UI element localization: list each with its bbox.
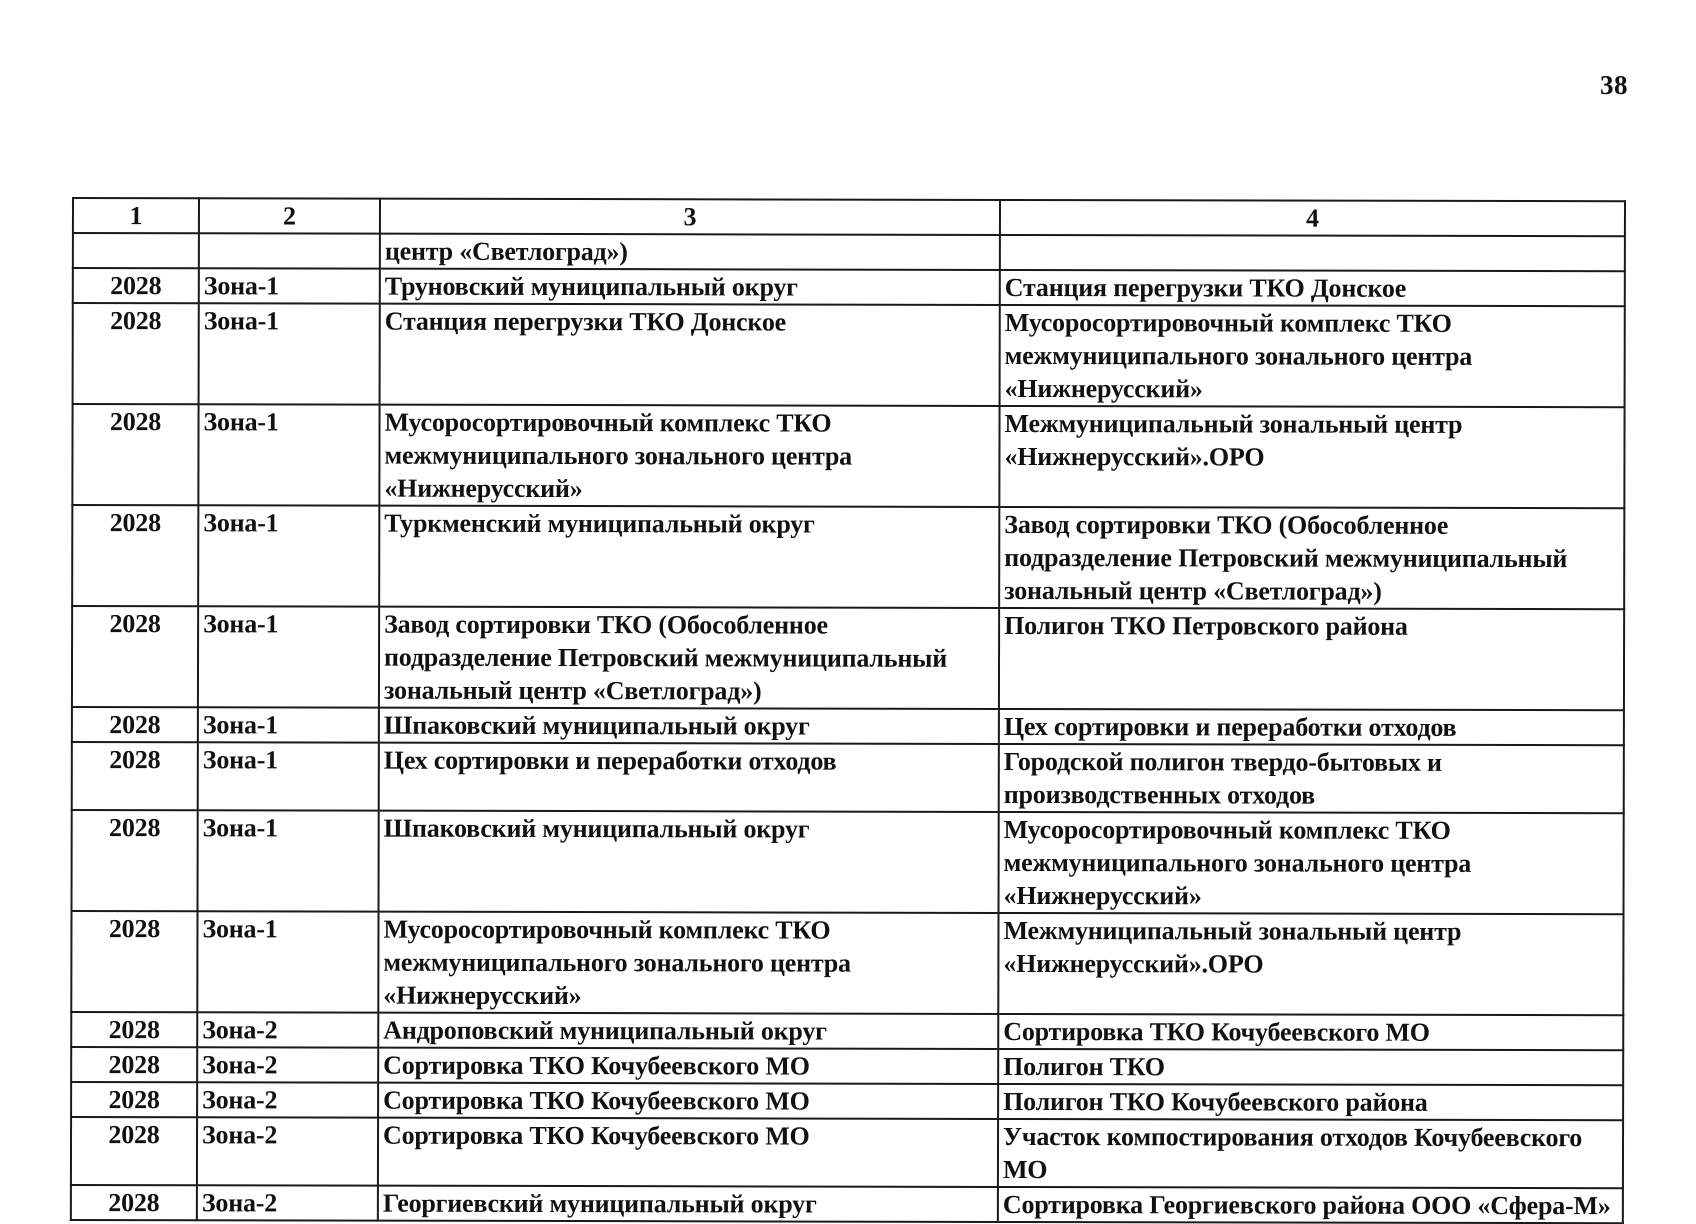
year-cell: 2028 <box>71 1185 197 1220</box>
year-cell <box>73 233 199 268</box>
table-header-row <box>73 198 1625 236</box>
zone-cell: Зона-2 <box>197 1012 378 1047</box>
source-cell: Станция перегрузки ТКО Донское <box>380 304 1000 406</box>
zone-cell: Зона-1 <box>199 303 380 404</box>
destination-cell: Завод сортировки ТКО (Обособленное подразделение Петровский межмуниципальный зональный центр «Светлоград») <box>999 507 1624 609</box>
destination-cell <box>1000 235 1625 271</box>
column-header-1: 1 <box>73 198 199 233</box>
source-cell: Георгиевский муниципальный округ <box>378 1186 998 1222</box>
zone-cell: Зона-1 <box>198 404 379 505</box>
zone-cell: Зона-2 <box>197 1047 378 1082</box>
source-cell: Сортировка ТКО Кочубеевского МО <box>378 1048 998 1084</box>
table-row <box>73 303 1625 407</box>
year-cell: 2028 <box>71 911 197 1012</box>
destination-cell: Сортировка ТКО Кочубеевского МО <box>998 1014 1623 1050</box>
destination-cell: Полигон ТКО <box>998 1049 1623 1085</box>
table-row <box>72 404 1624 508</box>
column-header-2: 2 <box>199 198 380 233</box>
zone-cell: Зона-1 <box>198 505 379 606</box>
zone-cell: Зона-2 <box>197 1117 378 1185</box>
source-cell: Сортировка ТКО Кочубеевского МО <box>378 1083 998 1119</box>
source-cell: Андроповский муниципальный округ <box>378 1013 998 1049</box>
year-cell: 2028 <box>72 505 198 606</box>
year-cell: 2028 <box>73 303 199 404</box>
destination-cell: Межмуниципальный зональный центр «Нижнерусский».ОРО <box>998 913 1623 1015</box>
source-cell: Сортировка ТКО Кочубеевского МО <box>378 1118 998 1187</box>
source-cell: Завод сортировки ТКО (Обособленное подразделение Петровский межмуниципальный зональный центр «Светлоград») <box>379 607 999 709</box>
table-row <box>72 606 1624 710</box>
year-cell: 2028 <box>71 1012 197 1047</box>
zone-cell: Зона-2 <box>197 1185 378 1220</box>
zone-cell: Зона-1 <box>198 707 379 742</box>
source-cell: Шпаковский муниципальный округ <box>379 811 999 913</box>
destination-cell: Полигон ТКО Петровского района <box>999 608 1624 710</box>
table-row <box>73 268 1625 306</box>
zone-cell <box>199 233 380 268</box>
source-cell: Труновский муниципальный округ <box>380 269 1000 305</box>
source-cell: Шпаковский муниципальный округ <box>379 708 999 744</box>
year-cell: 2028 <box>72 404 198 505</box>
table-row <box>72 505 1624 609</box>
column-header-4: 4 <box>1000 200 1625 236</box>
destination-cell: Мусоросортировочный комплекс ТКО межмуниципального зонального центра «Нижнерусский» <box>999 812 1624 914</box>
routes-table <box>70 197 1626 1224</box>
destination-cell: Межмуниципальный зональный центр «Нижнерусский».ОРО <box>999 406 1624 508</box>
table-row <box>71 911 1623 1015</box>
zone-cell: Зона-1 <box>198 810 379 911</box>
column-header-3: 3 <box>380 199 1000 235</box>
zone-cell: Зона-1 <box>198 742 379 810</box>
source-cell: центр «Светлоград») <box>380 234 1000 270</box>
destination-cell: Участок компостирования отходов Кочубеевского МО <box>998 1119 1623 1188</box>
year-cell: 2028 <box>72 606 198 707</box>
table-row <box>71 1012 1623 1050</box>
year-cell: 2028 <box>71 1047 197 1082</box>
zone-cell: Зона-1 <box>198 606 379 707</box>
destination-cell: Мусоросортировочный комплекс ТКО межмуниципального зонального центра «Нижнерусский» <box>1000 305 1625 407</box>
source-cell: Туркменский муниципальный округ <box>379 506 999 608</box>
year-cell: 2028 <box>73 268 199 303</box>
table-row <box>71 1185 1623 1223</box>
table-row <box>72 742 1624 813</box>
source-cell: Цех сортировки и переработки отходов <box>379 743 999 812</box>
table-row <box>72 707 1624 745</box>
zone-cell: Зона-2 <box>197 1082 378 1117</box>
table-row <box>71 1082 1623 1120</box>
destination-cell: Сортировка Георгиевского района ООО «Сфера-М» <box>998 1187 1623 1223</box>
year-cell: 2028 <box>71 1082 197 1117</box>
year-cell: 2028 <box>72 707 198 742</box>
table-row <box>72 810 1624 914</box>
zone-cell: Зона-1 <box>197 911 378 1012</box>
source-cell: Мусоросортировочный комплекс ТКО межмуниципального зонального центра «Нижнерусский» <box>378 912 998 1014</box>
table-row <box>71 1117 1623 1188</box>
year-cell: 2028 <box>72 742 198 810</box>
year-cell: 2028 <box>72 810 198 911</box>
zone-cell: Зона-1 <box>199 268 380 303</box>
destination-cell: Станция перегрузки ТКО Донское <box>1000 270 1625 306</box>
destination-cell: Городской полигон твердо-бытовых и производственных отходов <box>999 744 1624 813</box>
destination-cell: Полигон ТКО Кочубеевского района <box>998 1084 1623 1120</box>
source-cell: Мусоросортировочный комплекс ТКО межмуниципального зонального центра «Нижнерусский» <box>379 405 999 507</box>
page-number: 38 <box>1600 70 1628 100</box>
table-row <box>71 1047 1623 1085</box>
table-row <box>73 233 1625 271</box>
year-cell: 2028 <box>71 1117 197 1185</box>
destination-cell: Цех сортировки и переработки отходов <box>999 709 1624 745</box>
